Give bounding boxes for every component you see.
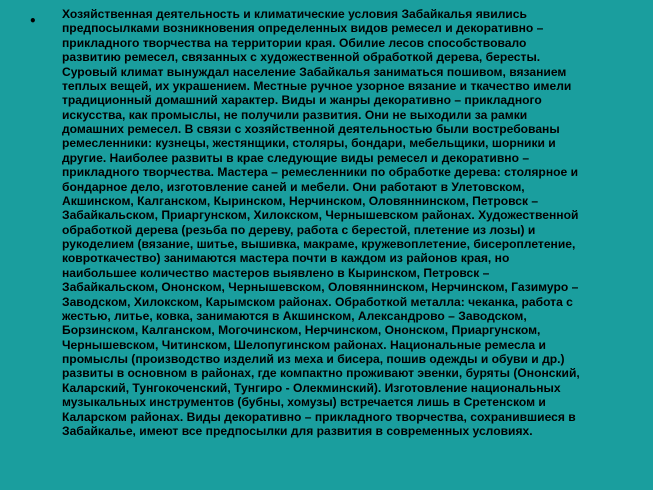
text-line: развиты в основном в районах, где компактно проживают эвенки, буряты (Ононский, [62, 366, 580, 381]
text-line: Забайкалье, имеют все предпосылки для развития в современных условиях. [62, 423, 533, 438]
text-line: Каларском районах. Виды декоративно – прикладного творчества, сохранившиеся в [62, 409, 576, 424]
slide-body-text [62, 7, 635, 438]
text-line: Забайкальском, Приаргунском, Хилокском, Чернышевском районах. Художественной [62, 208, 579, 223]
text-line: традиционный домашний характер. Виды и жанры декоративно – прикладного [62, 93, 542, 108]
text-line: Чернышевском, Читинском, Шелопугинском районах. Национальные ремесла и [62, 337, 546, 352]
text-line: Хозяйственная деятельность и климатические условия Забайкалья явились [62, 7, 527, 21]
text-line: Заводском, Хилокском, Карымском районах. Обработкой металла: чеканка, работа с [62, 294, 573, 309]
text-line: домашних ремесел. В связи с хозяйственной деятельностью были востребованы [62, 122, 560, 136]
text-line: искусства, как промыслы, не получили развития. Они не выходили за рамки [62, 107, 528, 122]
text-line: жестью, литье, ковка, занимаются в Акшинском, Александрово – Заводском, [62, 308, 527, 323]
text-line: Акшинском, Калганском, Кыринском, Нерчинском, Оловяннинском, Петровск – [62, 193, 539, 208]
text-line: промыслы (производство изделий из меха и бисера, пошив одежды и обуви и др.) [62, 352, 565, 366]
text-line: ковроткачество) занимаются мастера почти в каждом из районов края, но [62, 251, 510, 266]
text-line: наибольшее количество мастеров выявлено в Кыринском, Петровск – [62, 265, 490, 280]
text-line: развитию ремесел, связанных с художественной обработкой дерева, бересты. [62, 50, 541, 65]
text-line: обработкой дерева (резьба по дереву, работа с берестой, плетение из лозы) и [62, 222, 536, 237]
text-line: Забайкальском, Ононском, Чернышевском, Оловяннинском, Нерчинском, Газимуро – [62, 280, 579, 295]
text-line: музыкальных инструментов (бубны, хомузы) встречается лишь в Сретенском и [62, 395, 546, 410]
text-line: бондарное дело, изготовление саней и мебели. Они работают в Улетовском, [62, 179, 525, 194]
text-line: теплых вещей, их украшением. Местные ручное узорное вязание и ткачество имели [62, 78, 572, 93]
text-line: ремесленники: кузнецы, жестянщики, столяры, бондари, мебельщики, шорники и [62, 136, 556, 151]
text-line: рукоделием (вязание, шитье, вышивка, макраме, кружевоплетение, бисероплетение, [62, 237, 576, 251]
text-line: Каларский, Тунгокоченский, Тунгиро - Олекминский). Изготовление национальных [62, 380, 561, 395]
text-line: прикладного творчества. Мастера – ремесленники по обработке дерева: столярное и [62, 165, 579, 180]
text-line: предпосылками возникновения определенных видов ремесел и декоративно – [62, 21, 544, 36]
text-line: другие. Наиболее развиты в крае следующие виды ремесел и декоративно – [62, 150, 530, 165]
text-line: прикладного творчества на территории края. Обилие лесов способствовало [62, 35, 527, 50]
text-line: Суровый климат вынуждал население Забайкалья заниматься пошивом, вязанием [62, 64, 567, 79]
bullet-marker: • [29, 14, 37, 28]
text-line: Борзинском, Калганском, Могочинском, Нерчинском, Ононском, Приаргунском, [62, 323, 541, 338]
